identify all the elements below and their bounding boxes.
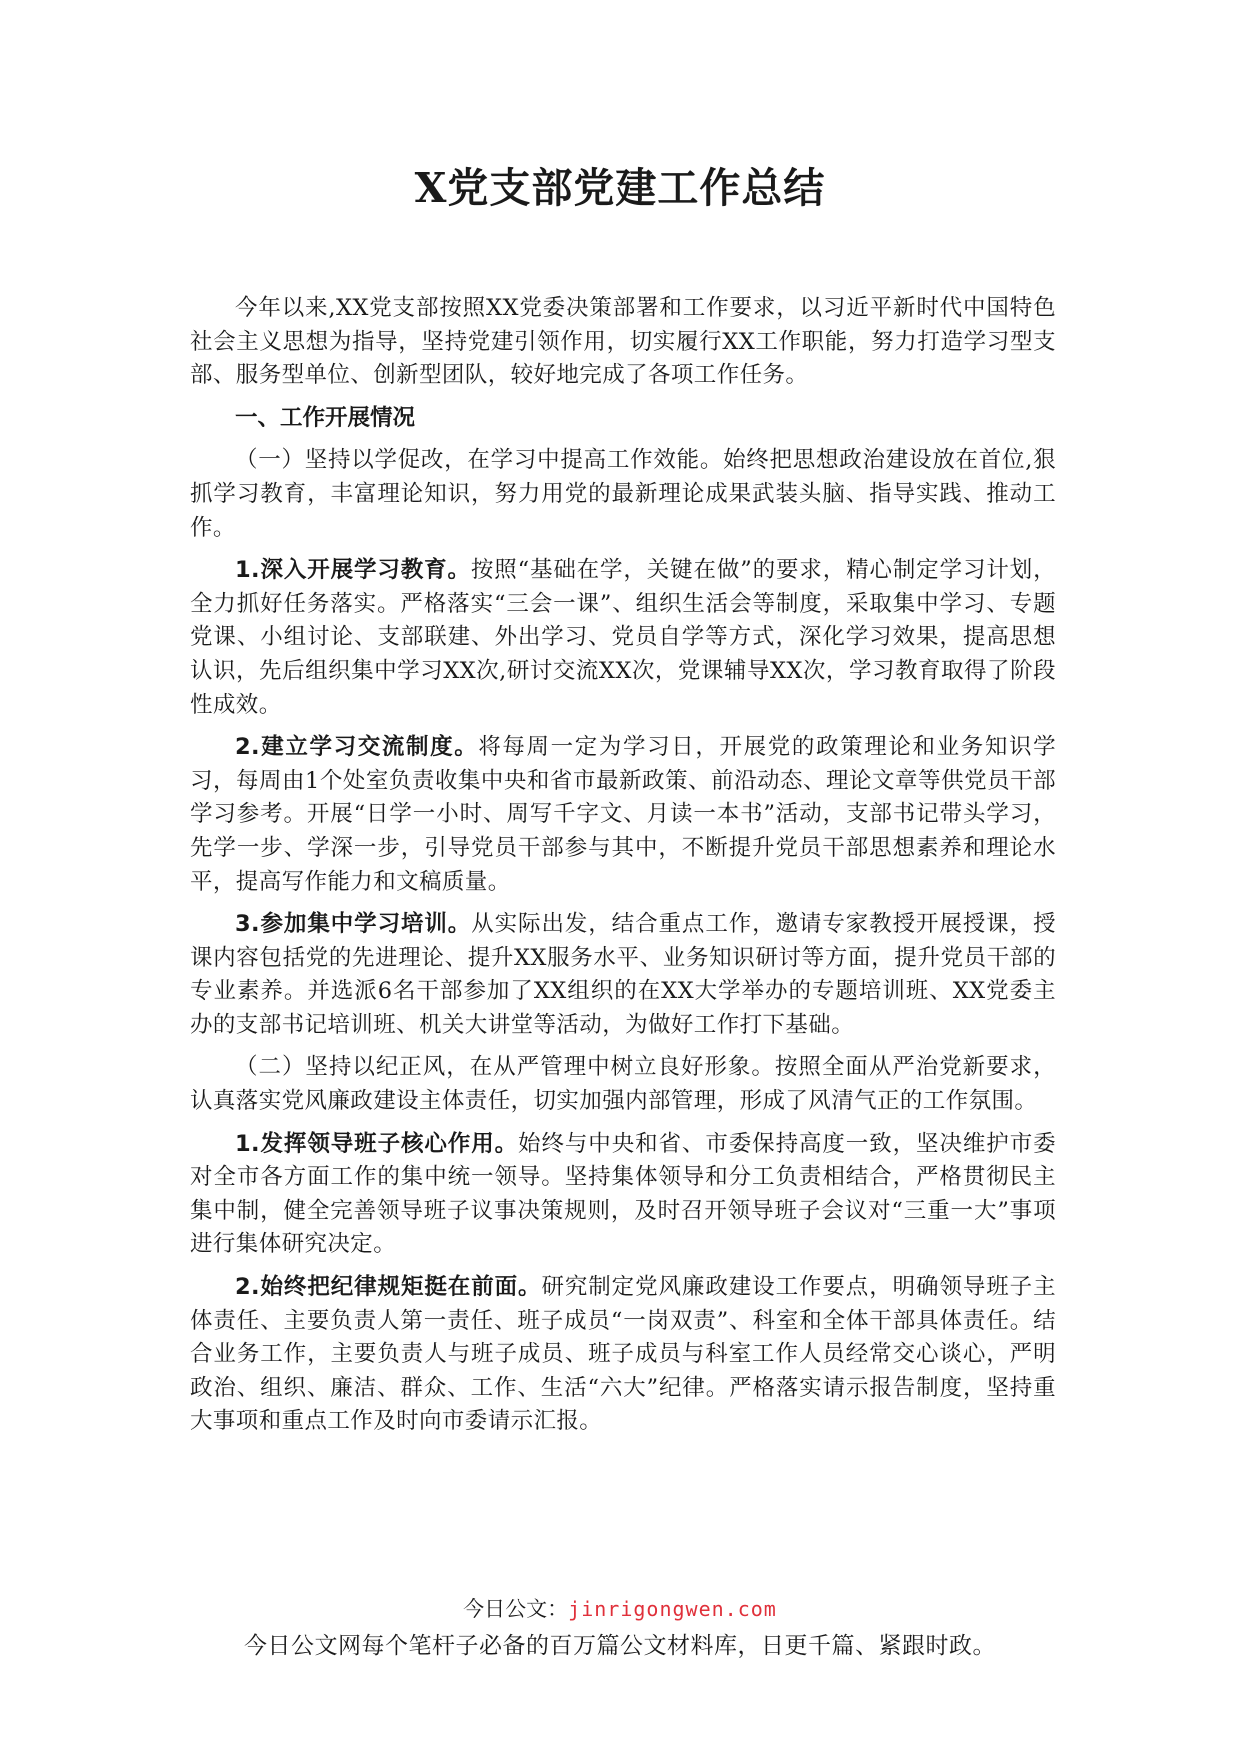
item-2-paragraph — [190, 731, 1056, 899]
item-4-lead: 1.发挥领导班子核心作用。 — [235, 1130, 519, 1157]
subsection-2-paragraph: （二）坚持以纪正风，在从严管理中树立良好形象。按照全面从严治党新要求，认真落实党风廉政建设主体责任，切实加强内部管理，形成了风清气正的工作氛围。 — [190, 1054, 1056, 1115]
footer-url-link[interactable]: jinrigongwen.com — [568, 1597, 777, 1621]
footer-source — [0, 1594, 1240, 1624]
item-4-text: 始终与中央和省、市委保持高度一致，坚决维护市委对全市各方面工作的集中统一领导。坚持集体领导和分工负责相结合，严格贯彻民主集中制，健全完善领导班子议事决策规则，及时召开领导班子会议对“三重一大”事项进行集体研究决定。 — [190, 1130, 1057, 1258]
item-5-paragraph — [190, 1271, 1056, 1439]
footer-tagline: 今日公文网每个笔杆子必备的百万篇公文材料库，日更千篇、紧跟时政。 — [244, 1633, 996, 1659]
item-5-lead: 2.始终把纪律规矩挺在前面。 — [235, 1274, 542, 1301]
item-2-lead: 2.建立学习交流制度。 — [235, 734, 479, 761]
item-1-paragraph — [190, 554, 1056, 722]
document-title: X党支部党建工作总结 — [414, 164, 826, 212]
document-body — [190, 292, 1056, 1448]
item-2-text: 将每周一定为学习日，开展党的政策理论和业务知识学习，每周由1个处室负责收集中央和省市最新政策、前沿动态、理论文章等供党员干部学习参考。开展“日学一小时、周写千字文、月读一本书”活动，支部书记带头学习，先学一步、学深一步，引导党员干部参与其中，不断提升党员干部思想素养和理论水平，提高写作能力和文稿质量。 — [190, 734, 1056, 895]
item-3-text: 从实际出发，结合重点工作，邀请专家教授开展授课，授课内容包括党的先进理论、提升XX服务水平、业务知识研讨等方面，提升党员干部的专业素养。并选派6名干部参加了XX组织的在XX大学举办的专题培训班、XX党委主办的支部书记培训班、机关大讲堂等活动，为做好工作打下基础。 — [190, 911, 1056, 1038]
item-5-text: 研究制定党风廉政建设工作要点，明确领导班子主体责任、主要负责人第一责任、班子成员“一岗双责”、科室和全体干部具体责任。结合业务工作，主要负责人与班子成员、班子成员与科室工作人员经常交心谈心，严明政治、组织、廉洁、群众、工作、生活“六大”纪律。严格落实请示报告制度，坚持重大事项和重点工作及时向市委请示汇报。 — [190, 1274, 1056, 1435]
section-heading: 一、工作开展情况 — [235, 404, 416, 431]
footer-label: 今日公文： — [463, 1597, 569, 1621]
intro-paragraph: 今年以来,XX党支部按照XX党委决策部署和工作要求，以习近平新时代中国特色社会主义思想为指导，坚持党建引领作用，切实履行XX工作职能，努力打造学习型支部、服务型单位、创新型团队，较好地完成了各项工作任务。 — [190, 295, 1056, 389]
item-3-paragraph — [190, 908, 1056, 1042]
item-1-text: 按照“基础在学，关键在做”的要求，精心制定学习计划，全力抓好任务落实。严格落实“三会一课”、组织生活会等制度，采取集中学习、专题党课、小组讨论、支部联建、外出学习、党员自学等方式，深化学习效果，提高思想认识，先后组织集中学习XX次,研讨交流XX次，党课辅导XX次，学习教育取得了阶段性成效。 — [190, 557, 1057, 718]
item-1-lead: 1.深入开展学习教育。 — [235, 557, 471, 584]
subsection-1-paragraph: （一）坚持以学促改，在学习中提高工作效能。始终把思想政治建设放在首位,狠抓学习教育，丰富理论知识，努力用党的最新理论成果武装头脑、指导实践、推动工作。 — [190, 447, 1056, 541]
item-4-paragraph — [190, 1128, 1056, 1262]
item-3-lead: 3.参加集中学习培训。 — [235, 911, 472, 938]
